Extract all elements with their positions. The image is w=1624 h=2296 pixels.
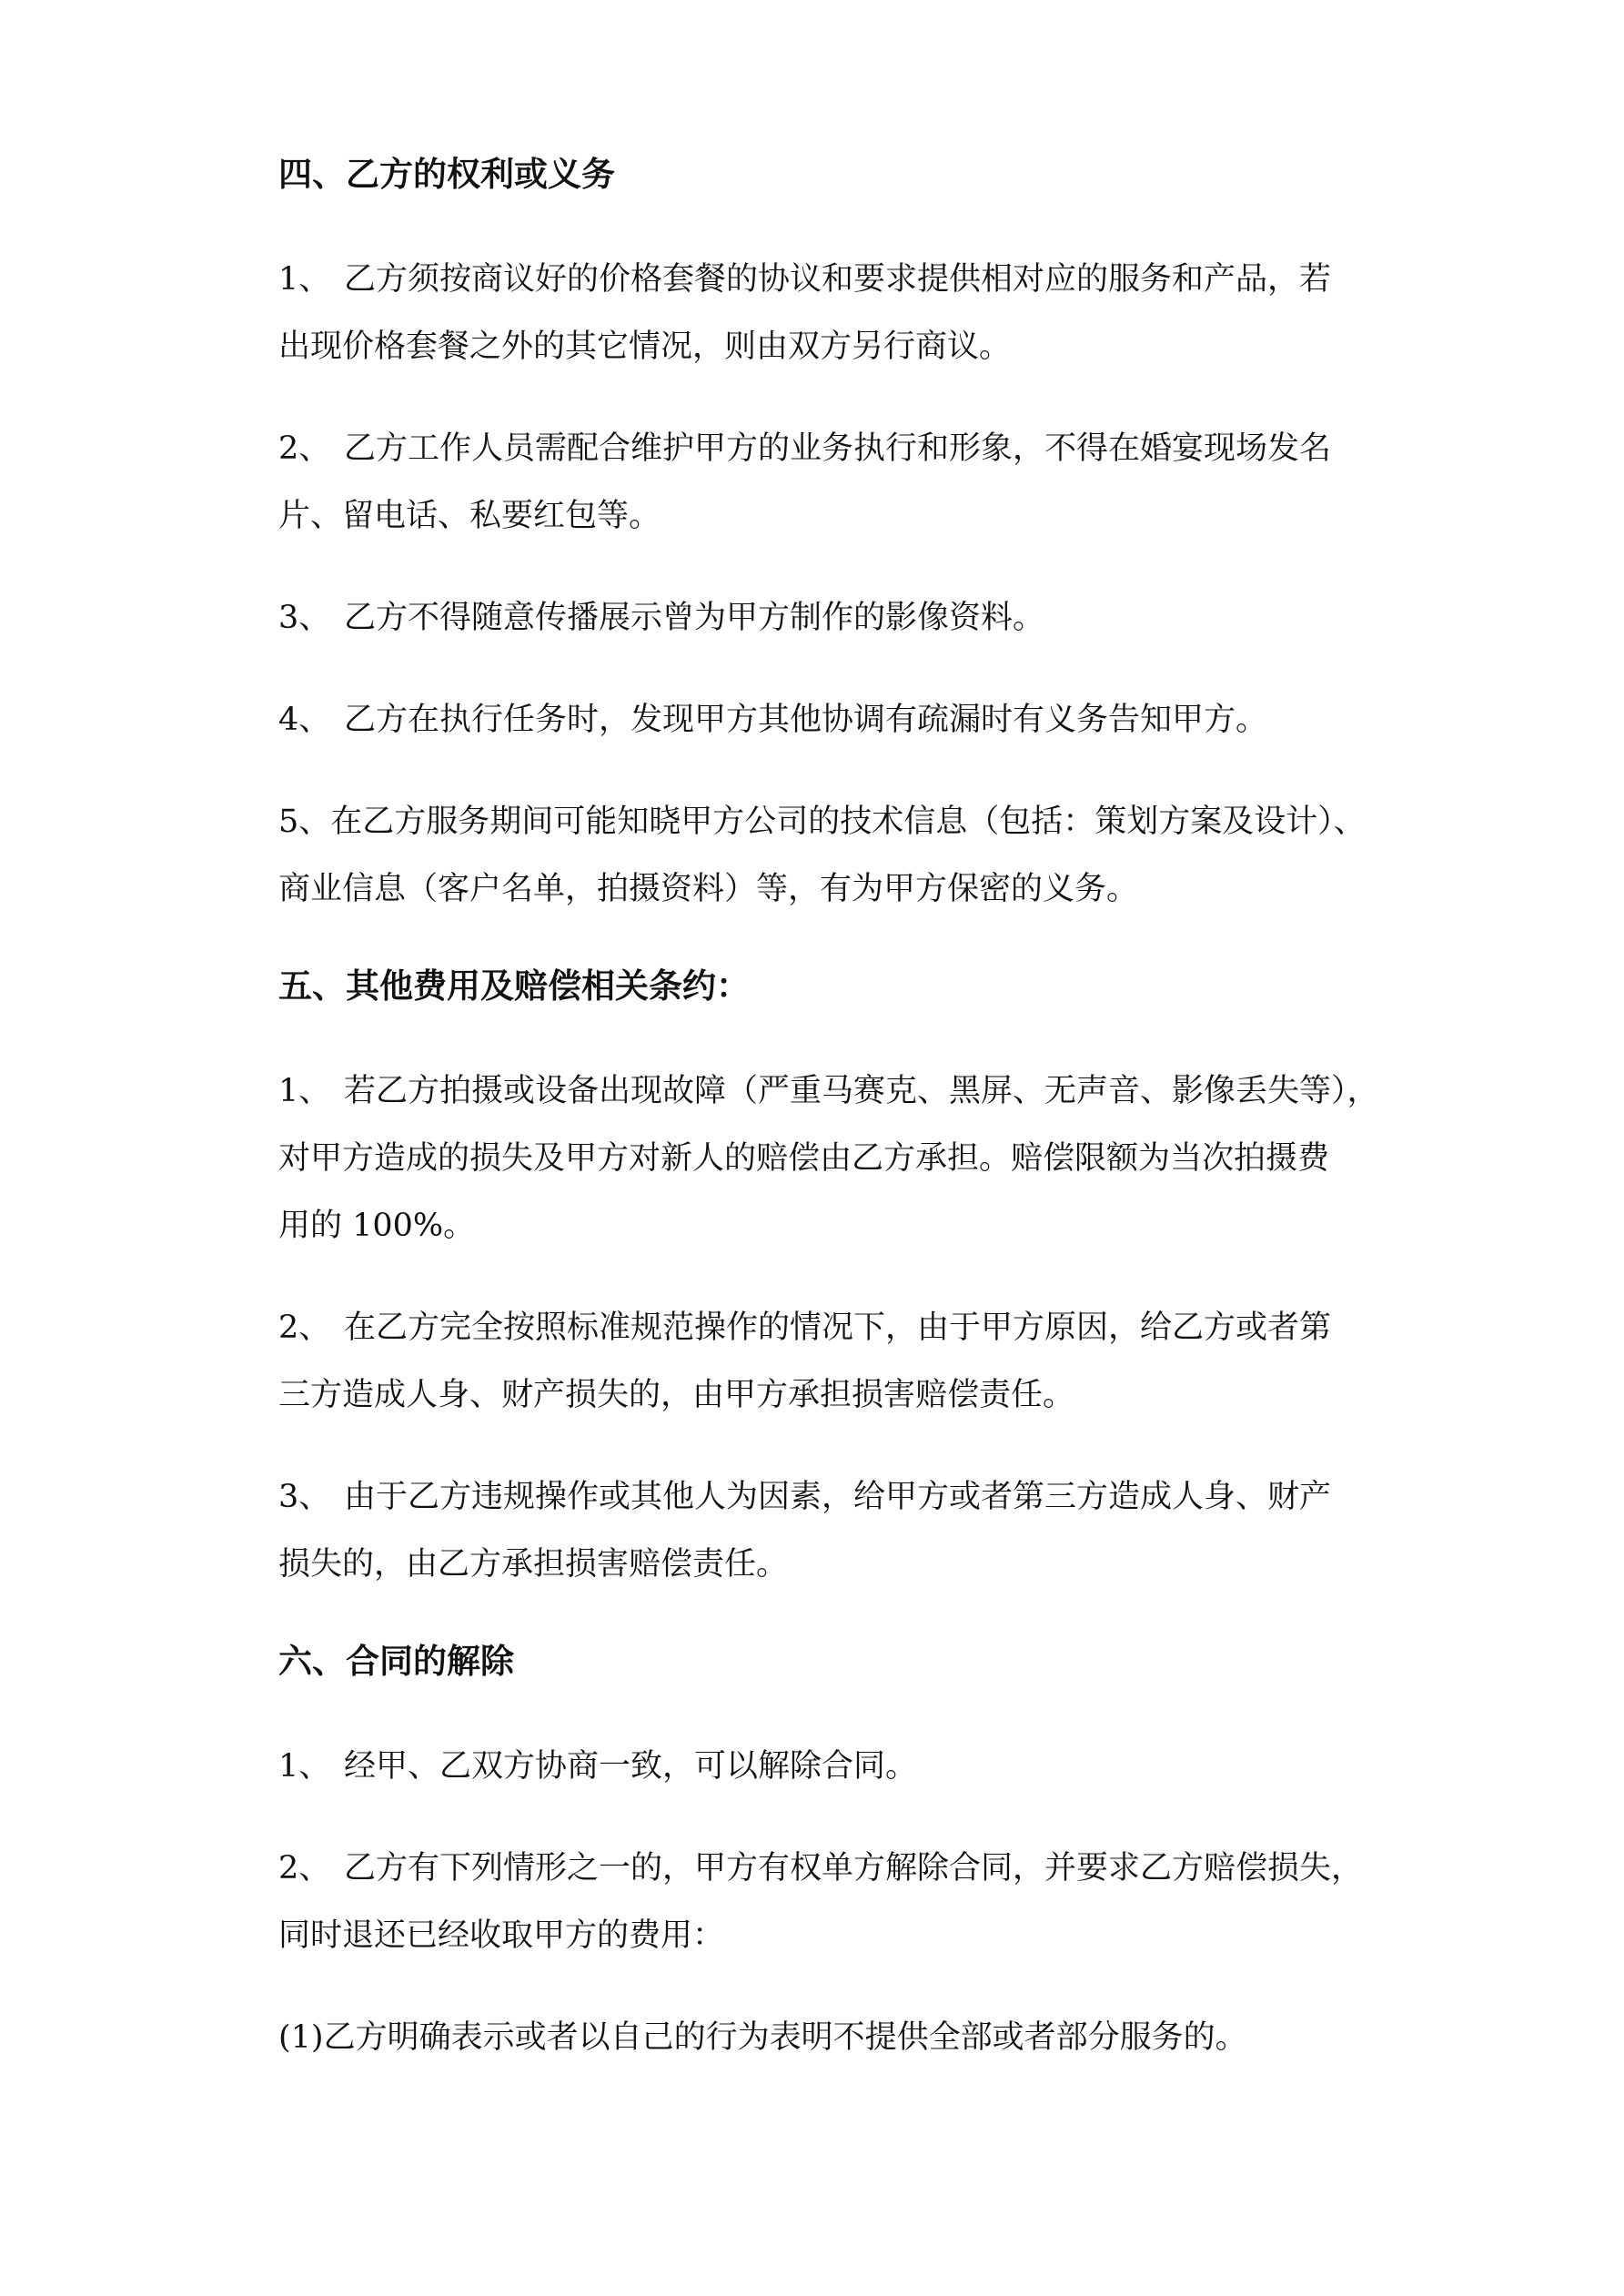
- clause-text: 乙方有下列情形之一的，甲方有权单方解除合同，并要求乙方赔偿损失，: [344, 1850, 1364, 1886]
- clause-line: 用的 100%。: [278, 1208, 476, 1244]
- clause-text: 由于乙方违规操作或其他人为因素，给甲方或者第三方造成人身、财产: [344, 1479, 1332, 1515]
- document-content: [278, 146, 1379, 2106]
- clause-line: 三方造成人身、财产损失的，由甲方承担损害赔偿责任。: [278, 1377, 1075, 1413]
- clause-text: 乙方不得随意传播展示曾为甲方制作的影像资料。: [344, 600, 1045, 636]
- clause-line: [278, 246, 1370, 313]
- clause-text: 乙方工作人员需配合维护甲方的业务执行和形象，不得在婚宴现场发名: [344, 430, 1332, 467]
- clause-number: 2、: [278, 430, 331, 467]
- clause-text: 在乙方服务期间可能知晓甲方公司的技术信息（包括：策划方案及设计）、: [330, 804, 1366, 840]
- clause-line: [278, 788, 1370, 855]
- clause-line: [278, 2004, 1370, 2071]
- clause-line: 同时退还已经收取甲方的费用：: [278, 1917, 725, 1954]
- clause-number: 4、: [278, 702, 331, 738]
- clause-5-1: [278, 1057, 1379, 1259]
- clause-6-2-1: [278, 2004, 1370, 2071]
- clause-number: 3、: [278, 600, 331, 636]
- clause-number: 5、: [278, 804, 331, 840]
- clause-text: 经甲、乙双方协商一致，可以解除合同。: [344, 1748, 918, 1785]
- clause-line: [278, 1835, 1370, 1902]
- clause-number: 2、: [278, 1850, 331, 1886]
- clause-line: 损失的，由乙方承担损害赔偿责任。: [278, 1546, 789, 1583]
- clause-number: 1、: [278, 1073, 331, 1109]
- section-heading-rights-obligations: 四、乙方的权利或义务: [278, 155, 615, 194]
- clause-4-1: [278, 246, 1370, 380]
- clause-number: (1): [278, 2019, 324, 2056]
- clause-4-2: [278, 415, 1370, 550]
- clause-5-2: [278, 1294, 1370, 1429]
- clause-text: 若乙方拍摄或设备出现故障（严重马赛克、黑屏、无声音、影像丢失等），: [344, 1073, 1379, 1109]
- clause-text: 乙方明确表示或者以自己的行为表明不提供全部或者部分服务的。: [323, 2019, 1247, 2056]
- clause-4-5: [278, 788, 1370, 923]
- clause-text: 在乙方完全按照标准规范操作的情况下，由于甲方原因，给乙方或者第: [344, 1310, 1332, 1346]
- section-heading-fees-compensation: 五、其他费用及赔偿相关条约：: [278, 966, 750, 1006]
- clause-line: [278, 1463, 1370, 1531]
- clause-4-3: [278, 584, 1370, 652]
- clause-line: [278, 584, 1370, 652]
- clause-line: [278, 1057, 1379, 1125]
- clause-number: 2、: [278, 1310, 331, 1346]
- clause-line: 对甲方造成的损失及甲方对新人的赔偿由乙方承担。赔偿限额为当次拍摄费: [278, 1140, 1330, 1177]
- section-heading-contract-termination: 六、合同的解除: [278, 1642, 514, 1681]
- clause-line: [278, 1733, 1370, 1800]
- clause-line: 商业信息（客户名单，拍摄资料）等，有为甲方保密的义务。: [278, 871, 1139, 907]
- clause-6-2: [278, 1835, 1370, 1969]
- clause-number: 1、: [278, 261, 331, 298]
- clause-number: 1、: [278, 1748, 331, 1785]
- clause-line: [278, 1294, 1370, 1361]
- clause-line: 片、留电话、私要红包等。: [278, 498, 661, 534]
- clause-line: [278, 686, 1370, 754]
- clause-line: [278, 415, 1370, 482]
- clause-6-1: [278, 1733, 1370, 1800]
- clause-line: 出现价格套餐之外的其它情况，则由双方另行商议。: [278, 329, 1012, 365]
- clause-number: 3、: [278, 1479, 331, 1515]
- clause-5-3: [278, 1463, 1370, 1598]
- clause-text: 乙方须按商议好的价格套餐的协议和要求提供相对应的服务和产品，若: [344, 261, 1332, 298]
- clause-text: 乙方在执行任务时，发现甲方其他协调有疏漏时有义务告知甲方。: [344, 702, 1268, 738]
- clause-4-4: [278, 686, 1370, 754]
